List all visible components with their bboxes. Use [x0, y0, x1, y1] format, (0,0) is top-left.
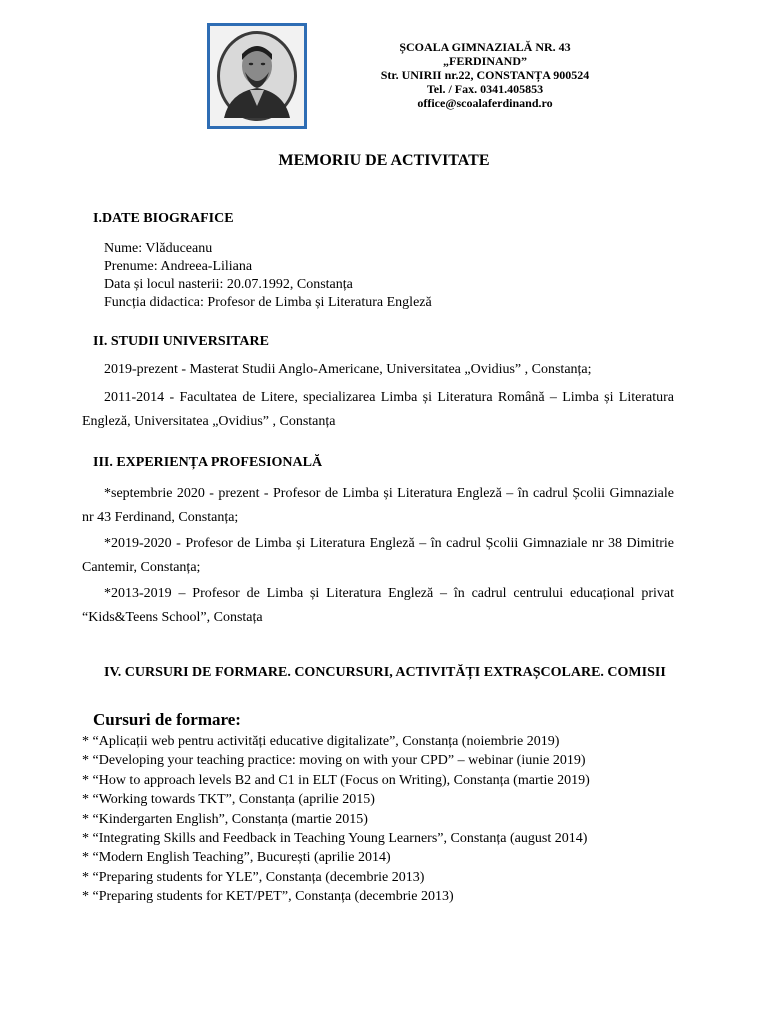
portrait-photo [207, 23, 307, 129]
course-item: * “Aplicații web pentru activități educative digitalizate”, Constanța (noiembrie 2019) [82, 734, 560, 749]
course-list [82, 732, 590, 907]
course-item: * “Preparing students for YLE”, Constanța (decembrie 2013) [82, 869, 425, 885]
section-studies-heading: II. STUDII UNIVERSITARE [93, 334, 269, 349]
course-item: * “Modern English Teaching”, București (aprilie 2014) [82, 850, 391, 866]
study-item: 2011-2014 - Facultatea de Litere, specializarea Limba și Literatura Română – Limba și Literatura Engleză, Universitatea „Ovidius” , Constanța [82, 390, 674, 429]
school-phone: Tel. / Fax. 0341.405853 [426, 82, 544, 96]
course-item: * “Kindergarten English”, Constanța (martie 2015) [82, 811, 368, 827]
experience-item: *septembrie 2020 - prezent - Profesor de Limba și Literatura Engleză – în cadrul Școlii Gimnaziale nr 43 Ferdinand, Constanța; [82, 486, 674, 525]
section-biographical-heading: I.DATE BIOGRAFICE [93, 211, 234, 226]
school-email: office@scoalaferdinand.ro [417, 96, 553, 110]
experience-item: *2019-2020 - Profesor de Limba și Literatura Engleză – în cadrul Școlii Gimnaziale nr 38 Dimitrie Cantemir, Constanța; [82, 536, 674, 575]
course-item: * “How to approach levels B2 and C1 in ELT (Focus on Writing), Constanța (martie 2019) [82, 772, 590, 788]
section-training-heading: IV. CURSURI DE FORMARE. CONCURSURI, ACTIVITĂȚI EXTRAȘCOLARE. COMISII [104, 665, 666, 680]
study-item: 2019-prezent - Masterat Studii Anglo-Americane, Universitatea „Ovidius” , Constanța; [104, 362, 592, 377]
biographical-details [104, 240, 432, 312]
course-item: * “Developing your teaching practice: moving on with your CPD” – webinar (iunie 2019) [82, 753, 586, 769]
bio-function: Funcția didactica: Profesor de Limba și Literatura Engleză [104, 295, 432, 310]
school-header [350, 40, 620, 110]
experience-item: *2013-2019 – Profesor de Limba și Literatura Engleză – în cadrul centrului educațional privat “Kids&Teens School”, Constața [82, 586, 674, 625]
section-experience-heading: III. EXPERIENȚA PROFESIONALĂ [93, 455, 323, 470]
course-item: * “Working towards TKT”, Constanța (aprilie 2015) [82, 792, 375, 808]
school-name: ȘCOALA GIMNAZIALĂ NR. 43 [399, 40, 571, 54]
bio-name: Nume: Vlăduceanu [104, 241, 213, 256]
school-address: Str. UNIRII nr.22, CONSTANȚA 900524 [380, 68, 590, 82]
course-item: * “Preparing students for KET/PET”, Constanța (decembrie 2013) [82, 889, 454, 905]
bio-birth: Data și locul nasterii: 20.07.1992, Constanța [104, 277, 353, 292]
school-subname: „FERDINAND” [443, 54, 527, 68]
portrait-photo-image [210, 26, 304, 126]
document-title: MEMORIU DE ACTIVITATE [278, 152, 490, 169]
course-item: * “Integrating Skills and Feedback in Teaching Young Learners”, Constanța (august 2014) [82, 831, 588, 847]
training-subheading: Cursuri de formare: [93, 710, 241, 729]
bio-first-name: Prenume: Andreea-Liliana [104, 259, 253, 274]
